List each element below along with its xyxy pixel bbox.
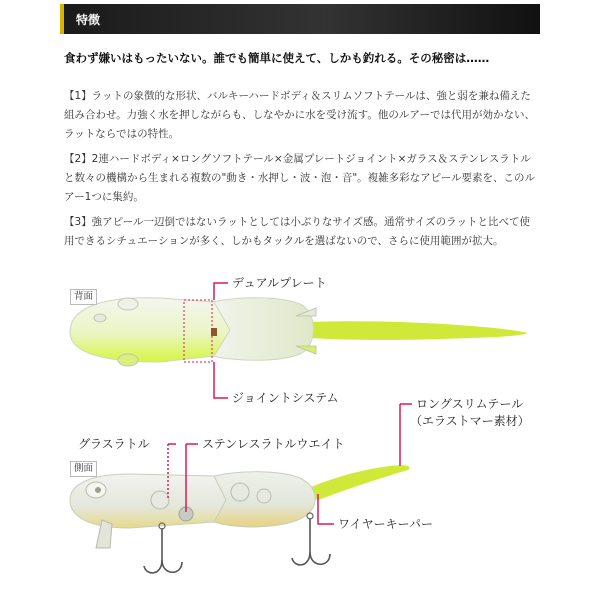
leader-dual-plate: [214, 283, 228, 300]
back-view-lure: [70, 298, 528, 366]
back-view-label: 背面: [70, 289, 97, 305]
callout-glass-rattle: グラスラトル: [78, 437, 150, 451]
callout-dual-plate: デュアルプレート: [232, 276, 327, 290]
back-front-body: [70, 298, 230, 362]
callout-long-tail: ロングスリムテール: [416, 397, 524, 411]
callout-wire-keeper: ワイヤーキーパー: [338, 517, 434, 531]
callout-joint-system: ジョイントシステム: [232, 391, 339, 405]
side-tail: [300, 465, 409, 500]
callout-stainless-rattle-weight: ステンレスラトルウエイト: [202, 437, 345, 451]
lead-text: 食わず嫌いはもったいない。誰でも簡単に使えて、しかも釣れる。その秘密は……: [64, 51, 490, 65]
leader-joint-system: [214, 362, 228, 398]
section-title: 特徴: [76, 13, 101, 27]
feature-paragraph-2: 【2】2連ハードボディ×ロングソフトテール×金属プレートジョイント×ガラス＆ステンレスラトルと数々の機構から生まれる複数の"動き・水押し・波・泡・音"。複雑多彩なアピール要素を、このルアー1つに集約。: [64, 153, 536, 203]
back-tail: [310, 321, 528, 340]
side-view-label: 側面: [70, 461, 97, 477]
feature-paragraph-1: 【1】ラットの象徴的な形状、バルキーハードボディ＆スリムソフトテールは、強と弱を兼ね備えた組み合わせ。力強く水を押しながらも、しなやかに水を受け流す。他のルアーでは代用が効かない、ラットならではの特性。: [64, 90, 536, 140]
callout-long-tail-material: （エラストマー素材）: [410, 414, 530, 428]
feature-paragraph-3: 【3】強アピール一辺倒ではないラットとしては小ぶりなサイズ感。通常サイズのラットと比べて使用できるシチュエーションが多く、しかもタックルを選ばないので、さらに使用範囲が拡大。: [64, 216, 530, 247]
